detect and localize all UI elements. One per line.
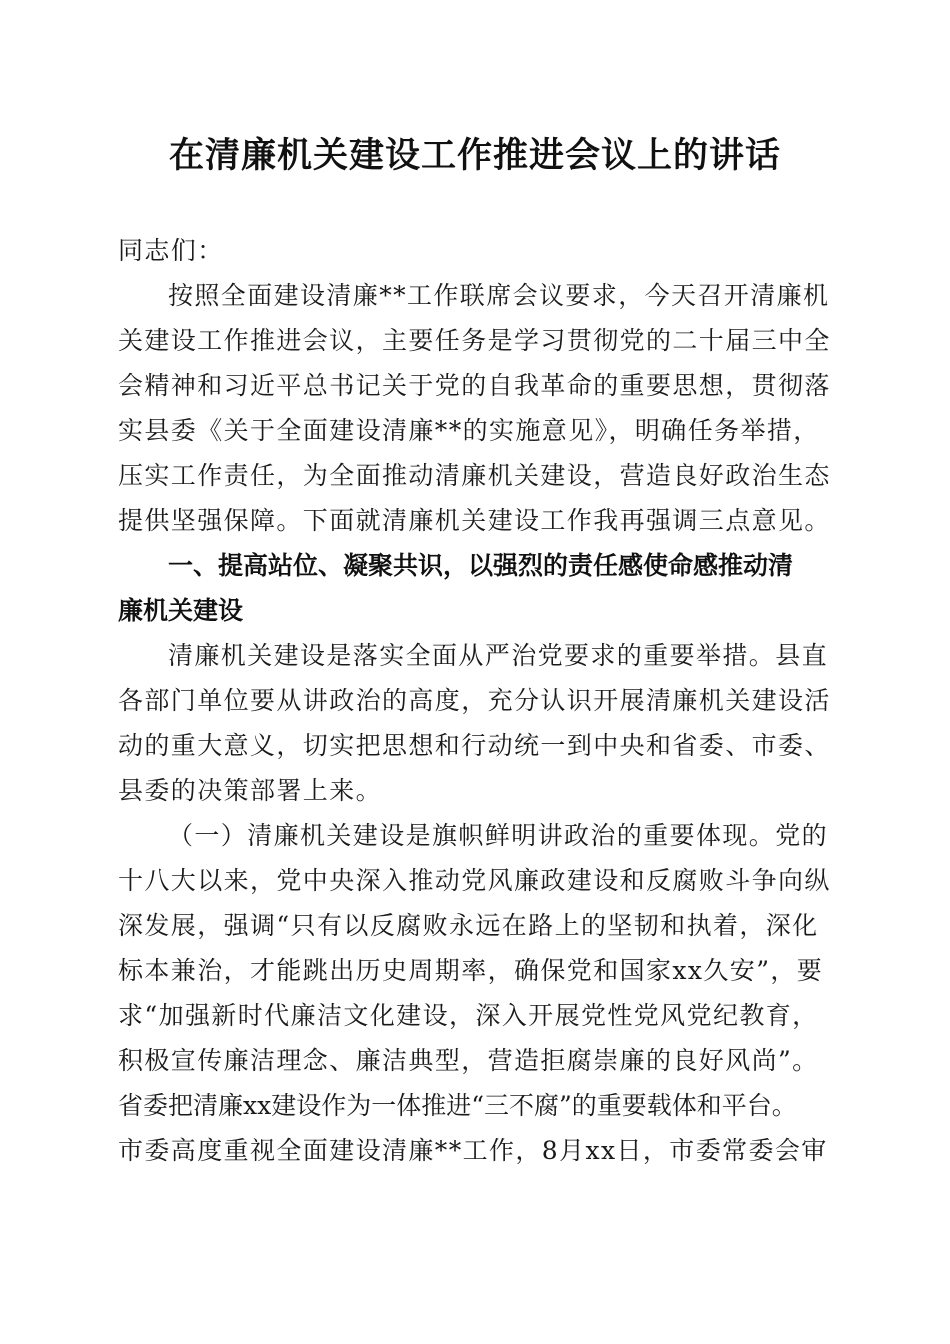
paragraph-line: 动的重大意义，切实把思想和行动统一到中央和省委、市委、 xyxy=(118,731,831,760)
paragraph-line: 县委的决策部署上来。 xyxy=(118,776,383,805)
paragraph-line: 清廉机关建设是落实全面从严治党要求的重要举措。县直 xyxy=(168,641,829,670)
paragraph-line: 提供坚强保障。下面就清廉机关建设工作我再强调三点意见。 xyxy=(118,506,831,535)
paragraph-line: 关建设工作推进会议，主要任务是学习贯彻党的二十届三中全 xyxy=(118,326,831,355)
paragraph-line: 各部门单位要从讲政治的高度，充分认识开展清廉机关建设活 xyxy=(118,686,831,715)
paragraph-line: 实县委《关于全面建设清廉**的实施意见》，明确任务举措， xyxy=(118,416,820,445)
paragraph-line: 按照全面建设清廉**工作联席会议要求，今天召开清廉机 xyxy=(168,281,830,310)
section-heading: 一、提高站位、凝聚共识，以强烈的责任感使命感推动清 xyxy=(168,551,794,580)
subsection-line: （一）清廉机关建设是旗帜鲜明讲政治的重要体现。党的 xyxy=(168,821,829,850)
paragraph-line: 标本兼治，才能跳出历史周期率，确保党和国家xx久安”，要 xyxy=(118,956,824,985)
paragraph-line: 十八大以来，党中央深入推动党风廉政建设和反腐败斗争向纵 xyxy=(118,866,831,895)
paragraph-line: 市委高度重视全面建设清廉**工作，8月xx日，市委常委会审 xyxy=(118,1136,828,1165)
paragraph-line: 会精神和习近平总书记关于党的自我革命的重要思想，贯彻落 xyxy=(118,371,831,400)
section-heading: 廉机关建设 xyxy=(118,596,244,625)
salutation: 同志们： xyxy=(118,236,224,265)
paragraph-line: 压实工作责任，为全面推动清廉机关建设，营造良好政治生态 xyxy=(118,461,831,490)
paragraph-line: 省委把清廉xx建设作为一体推进“三不腐”的重要载体和平台。 xyxy=(118,1091,797,1120)
paragraph-line: 积极宣传廉洁理念、廉洁典型，营造拒腐崇廉的良好风尚”。 xyxy=(118,1046,819,1075)
paragraph-line: 求“加强新时代廉洁文化建设，深入开展党性党风党纪教育， xyxy=(118,1001,819,1030)
document-title: 在清廉机关建设工作推进会议上的讲话 xyxy=(168,135,781,176)
document-body xyxy=(118,228,833,1173)
paragraph-line: 深发展，强调“只有以反腐败永远在路上的坚韧和执着，深化 xyxy=(118,911,819,940)
